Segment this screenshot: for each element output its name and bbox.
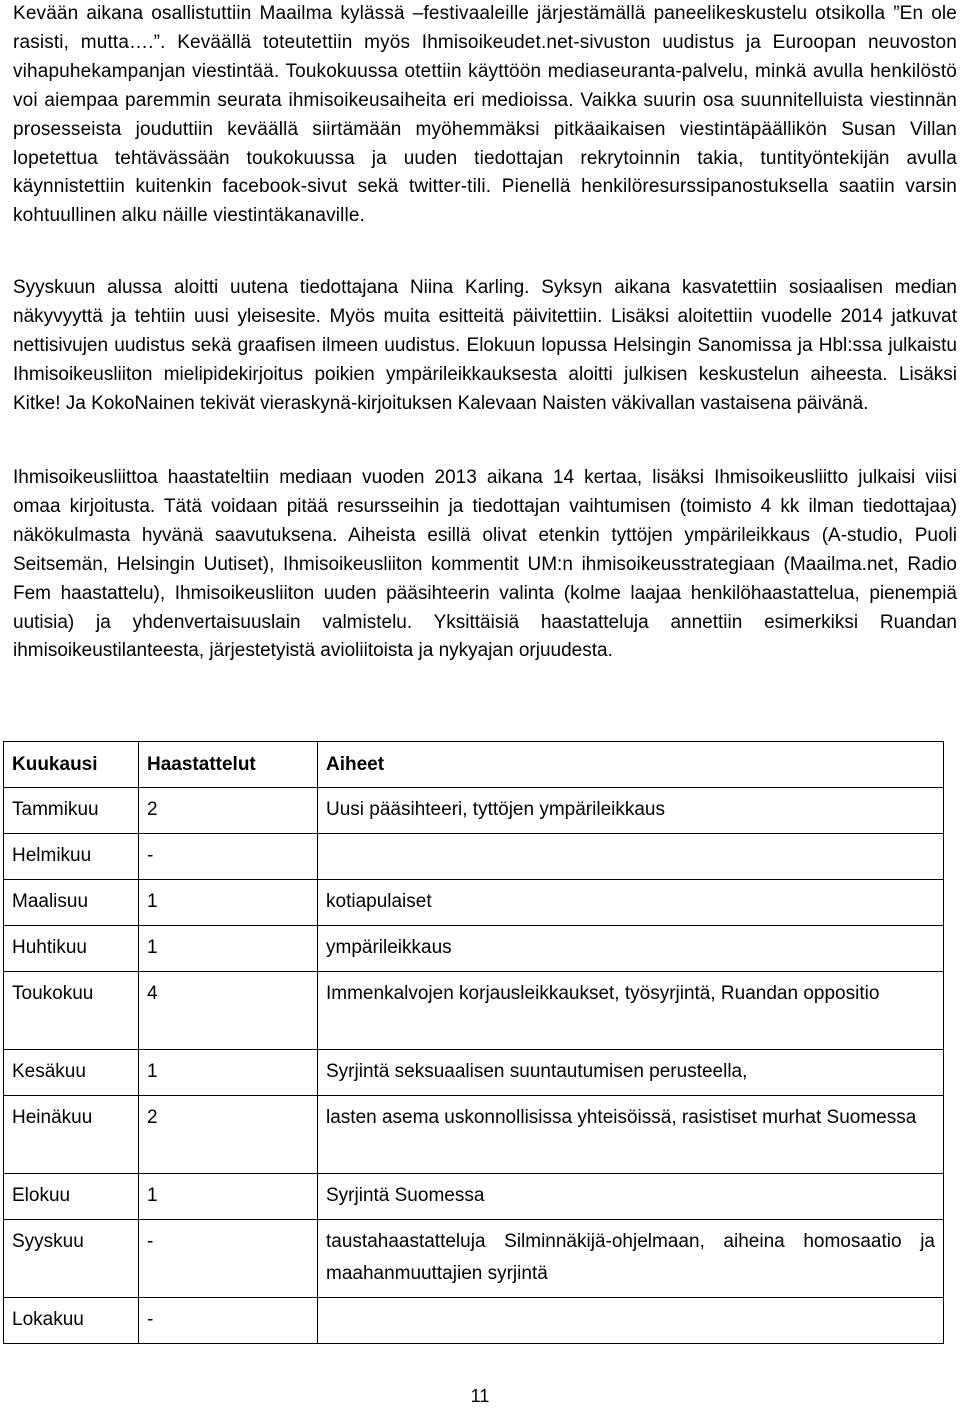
interviews-table (3, 741, 944, 1344)
table-row (4, 926, 944, 972)
table-header-row (4, 742, 944, 788)
cell-month: Heinäkuu (4, 1096, 139, 1174)
table-row (4, 788, 944, 834)
cell-month: Tammikuu (4, 788, 139, 834)
cell-count: 2 (139, 788, 318, 834)
page-number: 11 (470, 1386, 490, 1406)
cell-topics: Syrjintä Suomessa (318, 1174, 944, 1220)
table-row (4, 834, 944, 880)
cell-count: - (139, 834, 318, 880)
cell-topics: Immenkalvojen korjausleikkaukset, työsyrjintä, Ruandan oppositio (318, 972, 944, 1050)
header-month: Kuukausi (4, 742, 139, 788)
cell-count: 1 (139, 1050, 318, 1096)
cell-month: Toukokuu (4, 972, 139, 1050)
cell-count: - (139, 1298, 318, 1344)
table-row (4, 1220, 944, 1298)
cell-month: Maalisuu (4, 880, 139, 926)
cell-month: Huhtikuu (4, 926, 139, 972)
header-interviews: Haastattelut (139, 742, 318, 788)
table-row (4, 972, 944, 1050)
cell-topics (318, 834, 944, 880)
table-row (4, 1096, 944, 1174)
cell-count: 1 (139, 1174, 318, 1220)
cell-topics: lasten asema uskonnollisissa yhteisöissä, rasistiset murhat Suomessa (318, 1096, 944, 1174)
cell-month: Kesäkuu (4, 1050, 139, 1096)
cell-month: Lokakuu (4, 1298, 139, 1344)
cell-count: 1 (139, 926, 318, 972)
cell-count: - (139, 1220, 318, 1298)
cell-topics (318, 1298, 944, 1344)
header-topics: Aiheet (318, 742, 944, 788)
paragraph-media-interviews: Ihmisoikeusliittoa haastateltiin mediaan vuoden 2013 aikana 14 kertaa, lisäksi Ihmisoikeusliitto julkaisi viisi omaa kirjoitusta. Tätä voidaan pitää resursseihin ja tiedottajan vaihtumisen (toimisto 4 kk ilman tiedottajaa) näkökulmasta hyvänä saavutuksena. Aiheista esillä olivat etenkin tyttöjen ympärileikkaus (A-studio, Puoli Seitsemän, Helsingin Uutiset), Ihmisoikeusliiton kommentit UM:n ihmisoikeusstrategiaan (Maailma.net, Radio Fem haastattelu), Ihmisoikeusliiton uuden pääsihteerin valinta (kolme laajaa henkilöhaastattelua, pienempiä uutisia) ja yhdenvertaisuuslain valmistelu. Yksittäisiä haastatteluja annettiin esimerkiksi Ruandan ihmisoikeustilanteesta, järjestetyistä avioliitoista ja nykyajan orjuudesta. (13, 467, 957, 662)
table-row (4, 880, 944, 926)
table-row (4, 1174, 944, 1220)
cell-topics: kotiapulaiset (318, 880, 944, 926)
table-row (4, 1298, 944, 1344)
cell-month: Helmikuu (4, 834, 139, 880)
cell-topics: taustahaastatteluja Silminnäkijä-ohjelmaan, aiheina homosaatio ja maahanmuuttajien syrjintä (318, 1220, 944, 1298)
cell-month: Elokuu (4, 1174, 139, 1220)
cell-count: 4 (139, 972, 318, 1050)
cell-topics: Syrjintä seksuaalisen suuntautumisen perusteella, (318, 1050, 944, 1096)
paragraph-spring-communications: Kevään aikana osallistuttiin Maailma kylässä –festivaaleille järjestämällä paneelikeskustelu otsikolla ”En ole rasisti, mutta….”. Keväällä toteutettiin myös Ihmisoikeudet.net-sivuston uudistus ja Euroopan neuvoston vihapuhekampanjan viestintää. Toukokuussa otettiin käyttöön mediaseuranta-palvelu, minkä avulla henkilöstö voi aiempaa paremmin seurata ihmisoikeusaiheita eri medioissa. Vaikka suurin osa suunnitelluista viestinnän prosesseista jouduttiin keväällä siirtämään myöhemmäksi pitkäaikaisen viestintäpäällikön Susan Villan lopetettua tehtävässään toukokuussa ja uuden tiedottajan rekrytoinnin takia, tuntityöntekijän avulla käynnistettiin kuitenkin facebook-sivut sekä twitter-tili. Pienellä henkilöresurssipanostuksella saatiin varsin kohtuullinen alku näille viestintäkanaville. (13, 3, 957, 227)
cell-count: 2 (139, 1096, 318, 1174)
cell-month: Syyskuu (4, 1220, 139, 1298)
table-row (4, 1050, 944, 1096)
cell-topics: ympärileikkaus (318, 926, 944, 972)
paragraph-autumn-communications: Syyskuun alussa aloitti uutena tiedottajana Niina Karling. Syksyn aikana kasvatettiin sosiaalisen median näkyvyyttä ja tehtiin uusi yleisesite. Myös muita esitteitä päivitettiin. Lisäksi aloitettiin vuodelle 2014 jatkuvat nettisivujen uudistus sekä graafisen ilmeen uudistus. Elokuun lopussa Helsingin Sanomissa ja Hbl:ssa julkaistu Ihmisoikeusliiton mielipidekirjoitus poikien ympärileikkauksesta aloitti julkisen keskustelun aiheesta. Lisäksi Kitke! Ja KokoNainen tekivät vieraskynä-kirjoituksen Kalevaan Naisten väkivallan vastaisena päivänä. (13, 277, 957, 414)
cell-topics: Uusi pääsihteeri, tyttöjen ympärileikkaus (318, 788, 944, 834)
cell-count: 1 (139, 880, 318, 926)
